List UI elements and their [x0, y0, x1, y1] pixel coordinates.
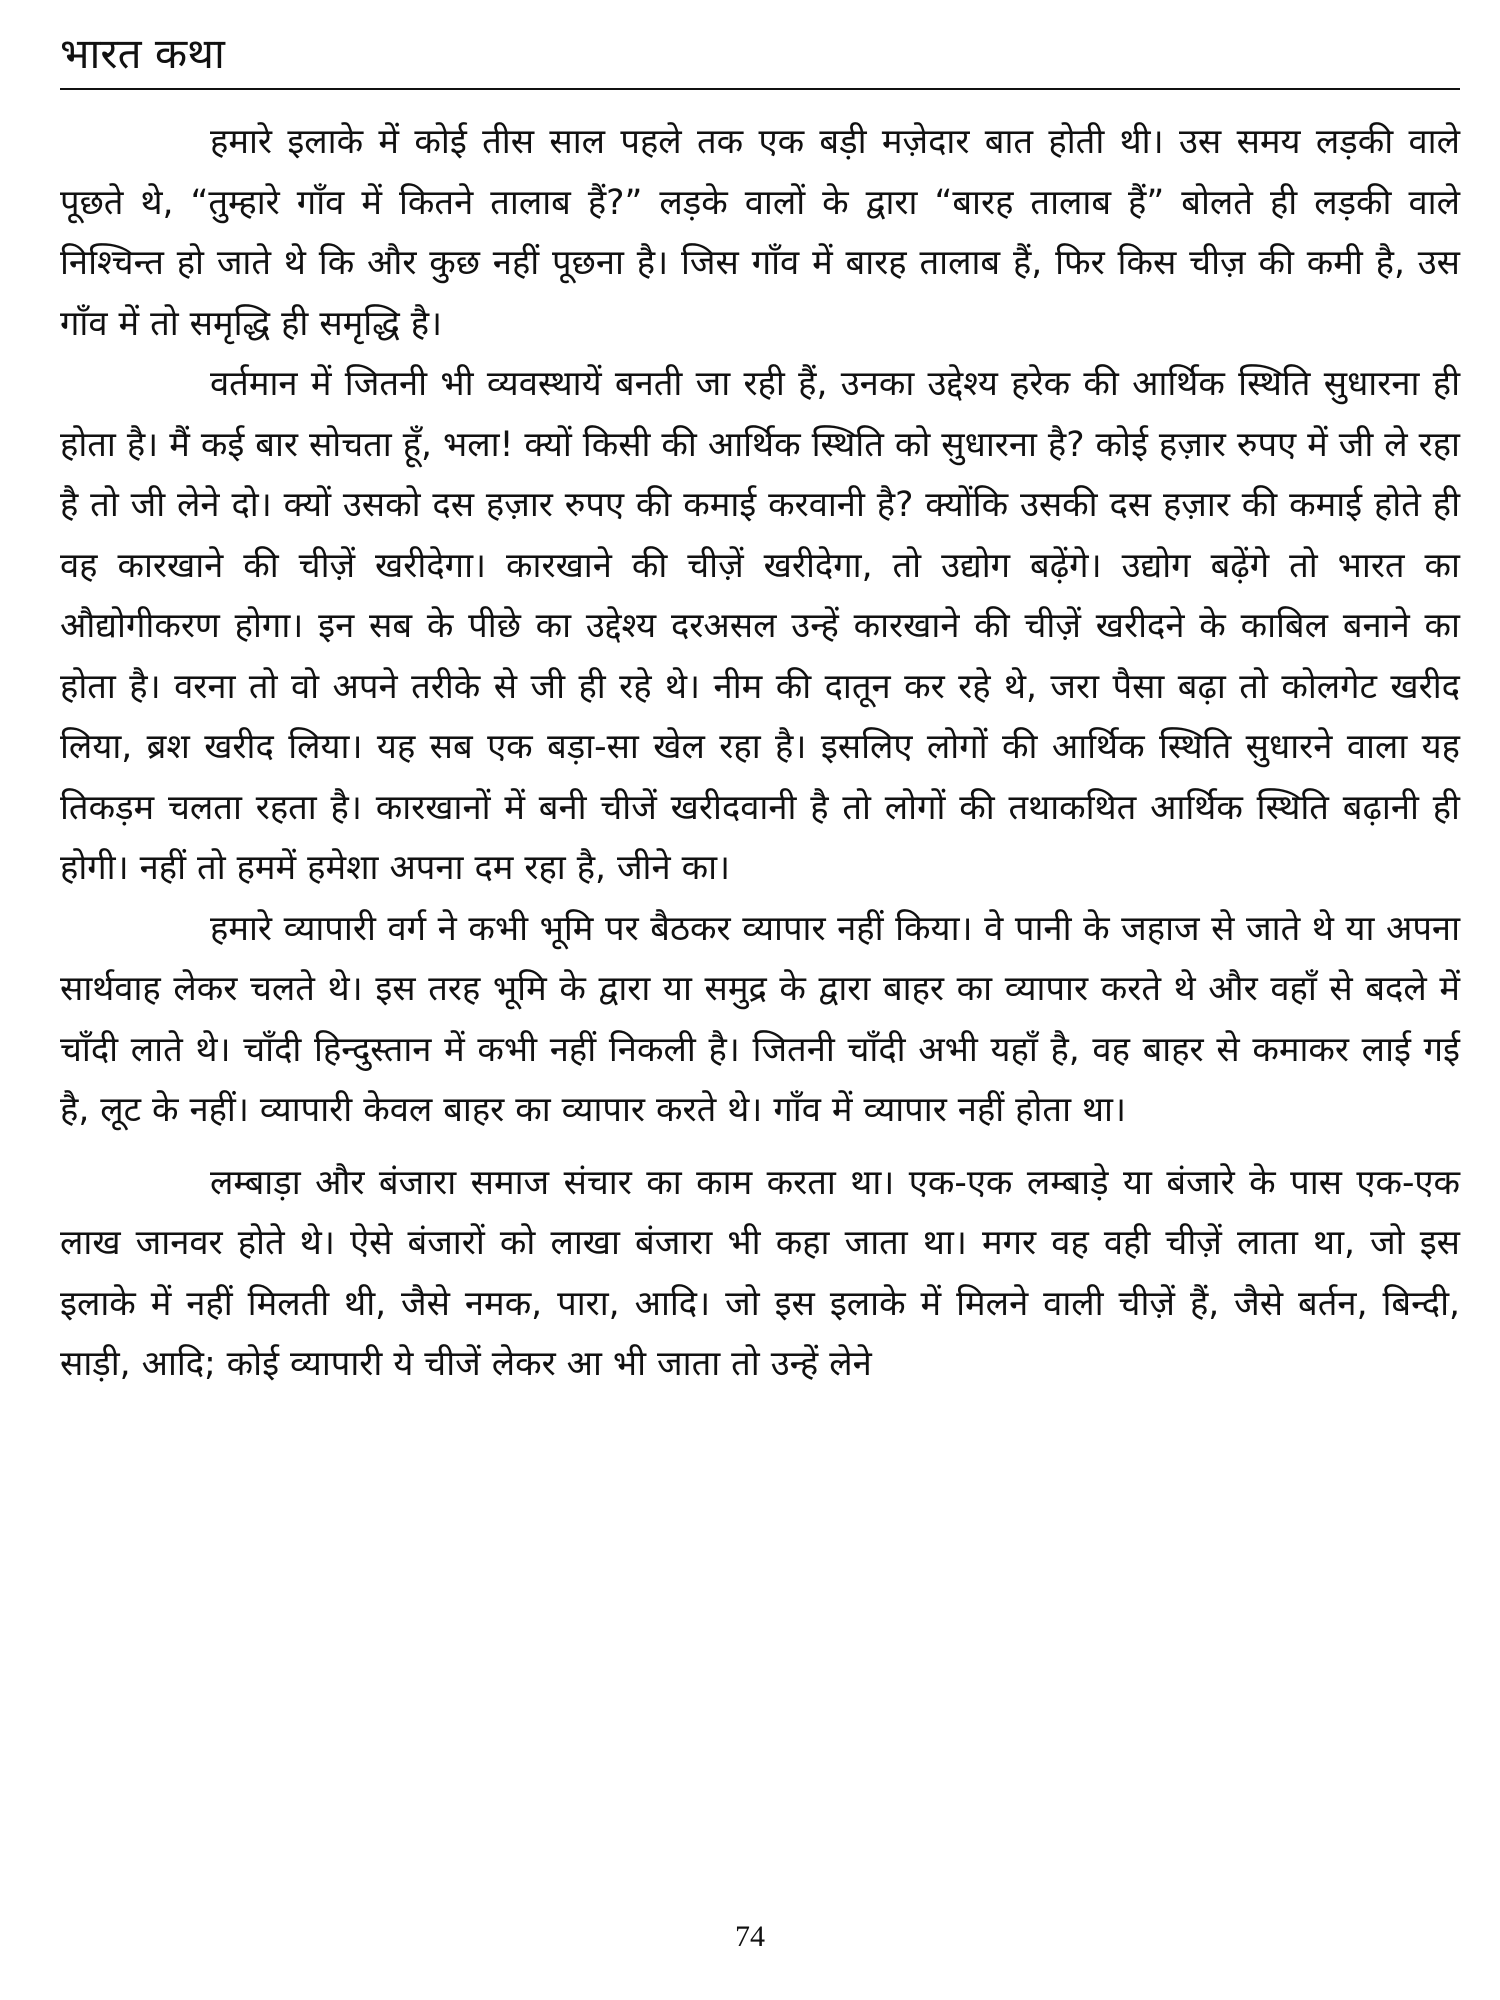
running-head: भारत कथा [60, 29, 225, 78]
page-number: 74 [735, 1920, 765, 1953]
paragraph-3: हमारे व्यापारी वर्ग ने कभी भूमि पर बैठकर व्यापार नहीं किया। वे पानी के जहाज से जाते थे या अपना सार्थवाह लेकर चलते थे। इस तरह भूमि के द्वारा या समुद्र के द्वारा बाहर का व्यापार करते थे और वहाँ से बदले में चाँदी लाते थे। चाँदी हिन्दुस्तान में कभी नहीं निकली है। जितनी चाँदी अभी यहाँ है, वह बाहर से कमाकर लाई गई है, लूट के नहीं। व्यापारी केवल बाहर का व्यापार करते थे। गाँव में व्यापार नहीं होता था। [60, 908, 1461, 1130]
header-rule [60, 88, 1460, 90]
body-text [60, 112, 1460, 1395]
paragraph-1: हमारे इलाके में कोई तीस साल पहले तक एक बड़ी मज़ेदार बात होती थी। उस समय लड़की वाले पूछते थे, “तुम्हारे गाँव में कितने तालाब हैं?” लड़के वालों के द्वारा “बारह तालाब हैं” बोलते ही लड़की वाले निश्चिन्त हो जाते थे कि और कुछ नहीं पूछना है। जिस गाँव में बारह तालाब हैं, फिर किस चीज़ की कमी है, उस गाँव में तो समृद्धि ही समृद्धि है। [60, 122, 1460, 344]
page-header [60, 28, 1460, 80]
paragraph-2: वर्तमान में जितनी भी व्यवस्थायें बनती जा रही हैं, उनका उद्देश्य हरेक की आर्थिक स्थिति सुधारना ही होता है। मैं कई बार सोचता हूँ, भला! क्यों किसी की आर्थिक स्थिति को सुधारना है? कोई हज़ार रुपए में जी ले रहा है तो जी लेने दो। क्यों उसको दस हज़ार रुपए की कमाई करवानी है? क्योंकि उसकी दस हज़ार की कमाई होते ही वह कारखाने की चीज़ें खरीदेगा। कारखाने की चीज़ें खरीदेगा, तो उद्योग बढ़ेंगे। उद्योग बढ़ेंगे तो भारत का औद्योगीकरण होगा। इन सब के पीछे का उद्देश्य दरअसल उन्हें कारखाने की चीज़ें खरीदने के काबिल बनाने का होता है। वरना तो वो अपने तरीके से जी ही रहे थे। नीम की दातून कर रहे थे, जरा पैसा बढ़ा तो कोलगेट खरीद लिया, ब्रश खरीद लिया। यह सब एक बड़ा-सा खेल रहा है। इसलिए लोगों की आर्थिक स्थिति सुधारने वाला यह तिकड़म चलता रहता है। कारखानों में बनी चीजें खरीदवानी है तो लोगों की तथाकथित आर्थिक स्थिति बढ़ानी ही होगी। नहीं तो हममें हमेशा अपना दम रहा है, जीने का। [60, 364, 1460, 888]
paragraph-4: लम्बाड़ा और बंजारा समाज संचार का काम करता था। एक-एक लम्बाड़े या बंजारे के पास एक-एक लाख जानवर होते थे। ऐसे बंजारों को लाखा बंजारा भी कहा जाता था। मगर वह वही चीज़ें लाता था, जो इस इलाके में नहीं मिलती थी, जैसे नमक, पारा, आदि। जो इस इलाके में मिलने वाली चीज़ें हैं, जैसे बर्तन, बिन्दी, साड़ी, आदि; कोई व्यापारी ये चीजें लेकर आ भी जाता तो उन्हें लेने [60, 1162, 1460, 1384]
